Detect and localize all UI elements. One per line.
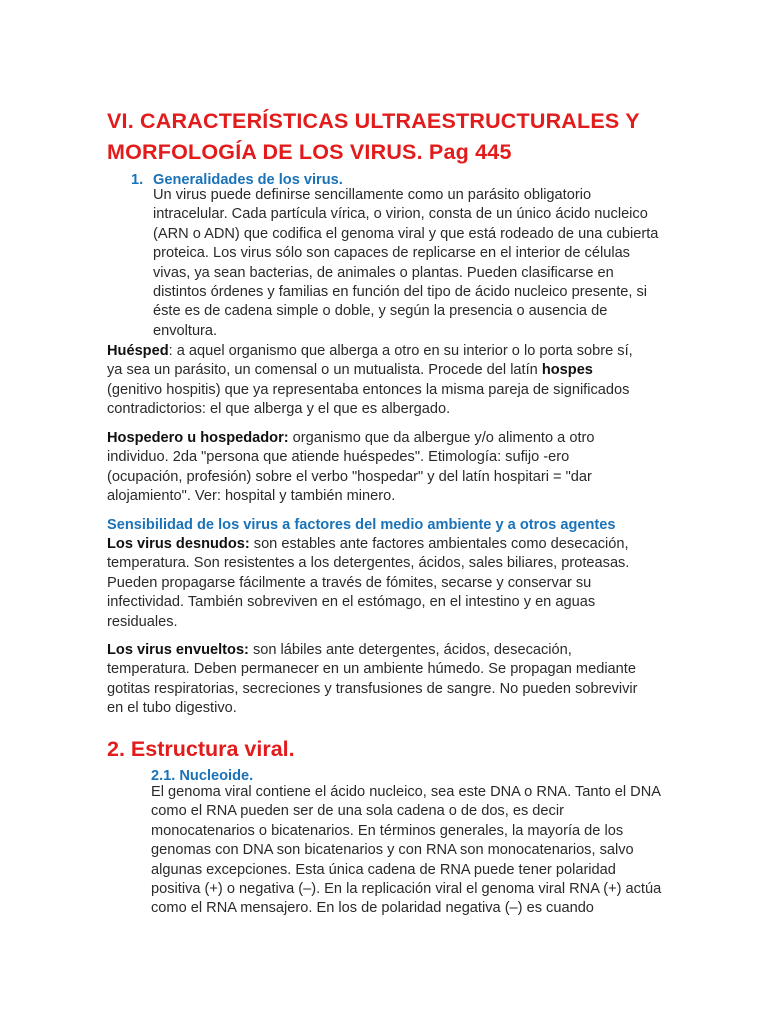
sensibilidad-heading: Sensibilidad de los virus a factores del medio ambiente y a otros agentes [107,517,616,533]
section-1-heading: Generalidades de los virus. [153,172,343,188]
title-line-1: VI. CARACTERÍSTICAS ULTRAESTRUCTURALES Y [107,109,640,133]
virus-envueltos-paragraph [107,641,653,719]
document-title [107,106,707,168]
hospedero-term: Hospedero u hospedador: [107,430,289,446]
section-2-1-body: El genoma viral contiene el ácido nucleico, sea este DNA o RNA. Tanto el DNA como el RNA pueden ser de una sola cadena o de dos, es decir monocatenarios o bicatenarios. En términos generales, la mayoría de los genomas con DNA son bicatenarios y con RNA son monocatenarios, salvo algunas excepciones. Esta única cadena de RNA puede tener polaridad positiva (+) o negativa (–). En la replicación viral el genoma viral RNA (+) actúa como el RNA mensajero. En los de polaridad negativa (–) es cuando [151,784,662,917]
hospedero-text: organismo que da albergue y/o alimento a otro individuo. 2da "persona que atiende huéspedes". Etimología: sufijo -ero (ocupación, profesión) sobre el verbo "hospedar" y del latín hospitari = "dar alojamiento". Ver: hospital y también minero. [107,430,595,505]
huesped-paragraph [107,342,637,420]
virus-desnudos-term: Los virus desnudos: [107,536,250,552]
virus-envueltos-text: son lábiles ante detergentes, ácidos, desecación, temperatura. Deben permanecer en un ambiente húmedo. Se propagan mediante gotitas respiratorias, secreciones y transfusiones de sangre. No pueden sobrevivir en el tubo digestivo. [107,642,638,717]
section-1-body: Un virus puede definirse sencillamente como un parásito obligatorio intracelular. Cada partícula vírica, o virion, consta de un único ácido nucleico (ARN o ADN) que codifica el genoma viral y que está rodeado de una cubierta proteica. Los virus sólo son capaces de replicarse en el interior de células vivas, ya sean bacterias, de animales o plantas. Pueden clasificarse en distintos órdenes y familias en función del tipo de ácido nucleico presente, si éste es de cadena simple o doble, y según la presencia o ausencia de envoltura. [153,187,659,339]
hospedero-paragraph [107,429,627,507]
virus-envueltos-term: Los virus envueltos: [107,642,249,658]
section-2-heading: 2. Estructura viral. [107,737,295,761]
virus-desnudos-text: son estables ante factores ambientales como desecación, temperatura. Son resistentes a los detergentes, ácidos, sales biliares, proteasas. Pueden propagarse fácilmente a través de fómites, secarse y conservar su infectividad. También sobreviven en el estómago, en el intestino y en aguas residuales. [107,536,630,630]
title-line-2: MORFOLOGÍA DE LOS VIRUS. Pag 445 [107,140,512,164]
virus-desnudos-paragraph [107,535,647,632]
huesped-term: Huésped [107,343,169,359]
huesped-text-b: (genitivo hospitis) que ya representaba entonces la misma pareja de significados contradictorios: el que alberga y el que es albergado. [107,381,630,418]
section-1-number: 1. [131,172,144,188]
huesped-text-a: : a aquel organismo que alberga a otro en su interior o lo porta sobre sí, ya sea un parásito, un comensal o un mutualista. Procede del latín [107,343,633,379]
hospes-term: hospes [541,362,593,379]
section-2-1-heading: 2.1. Nucleoide. [151,768,254,784]
